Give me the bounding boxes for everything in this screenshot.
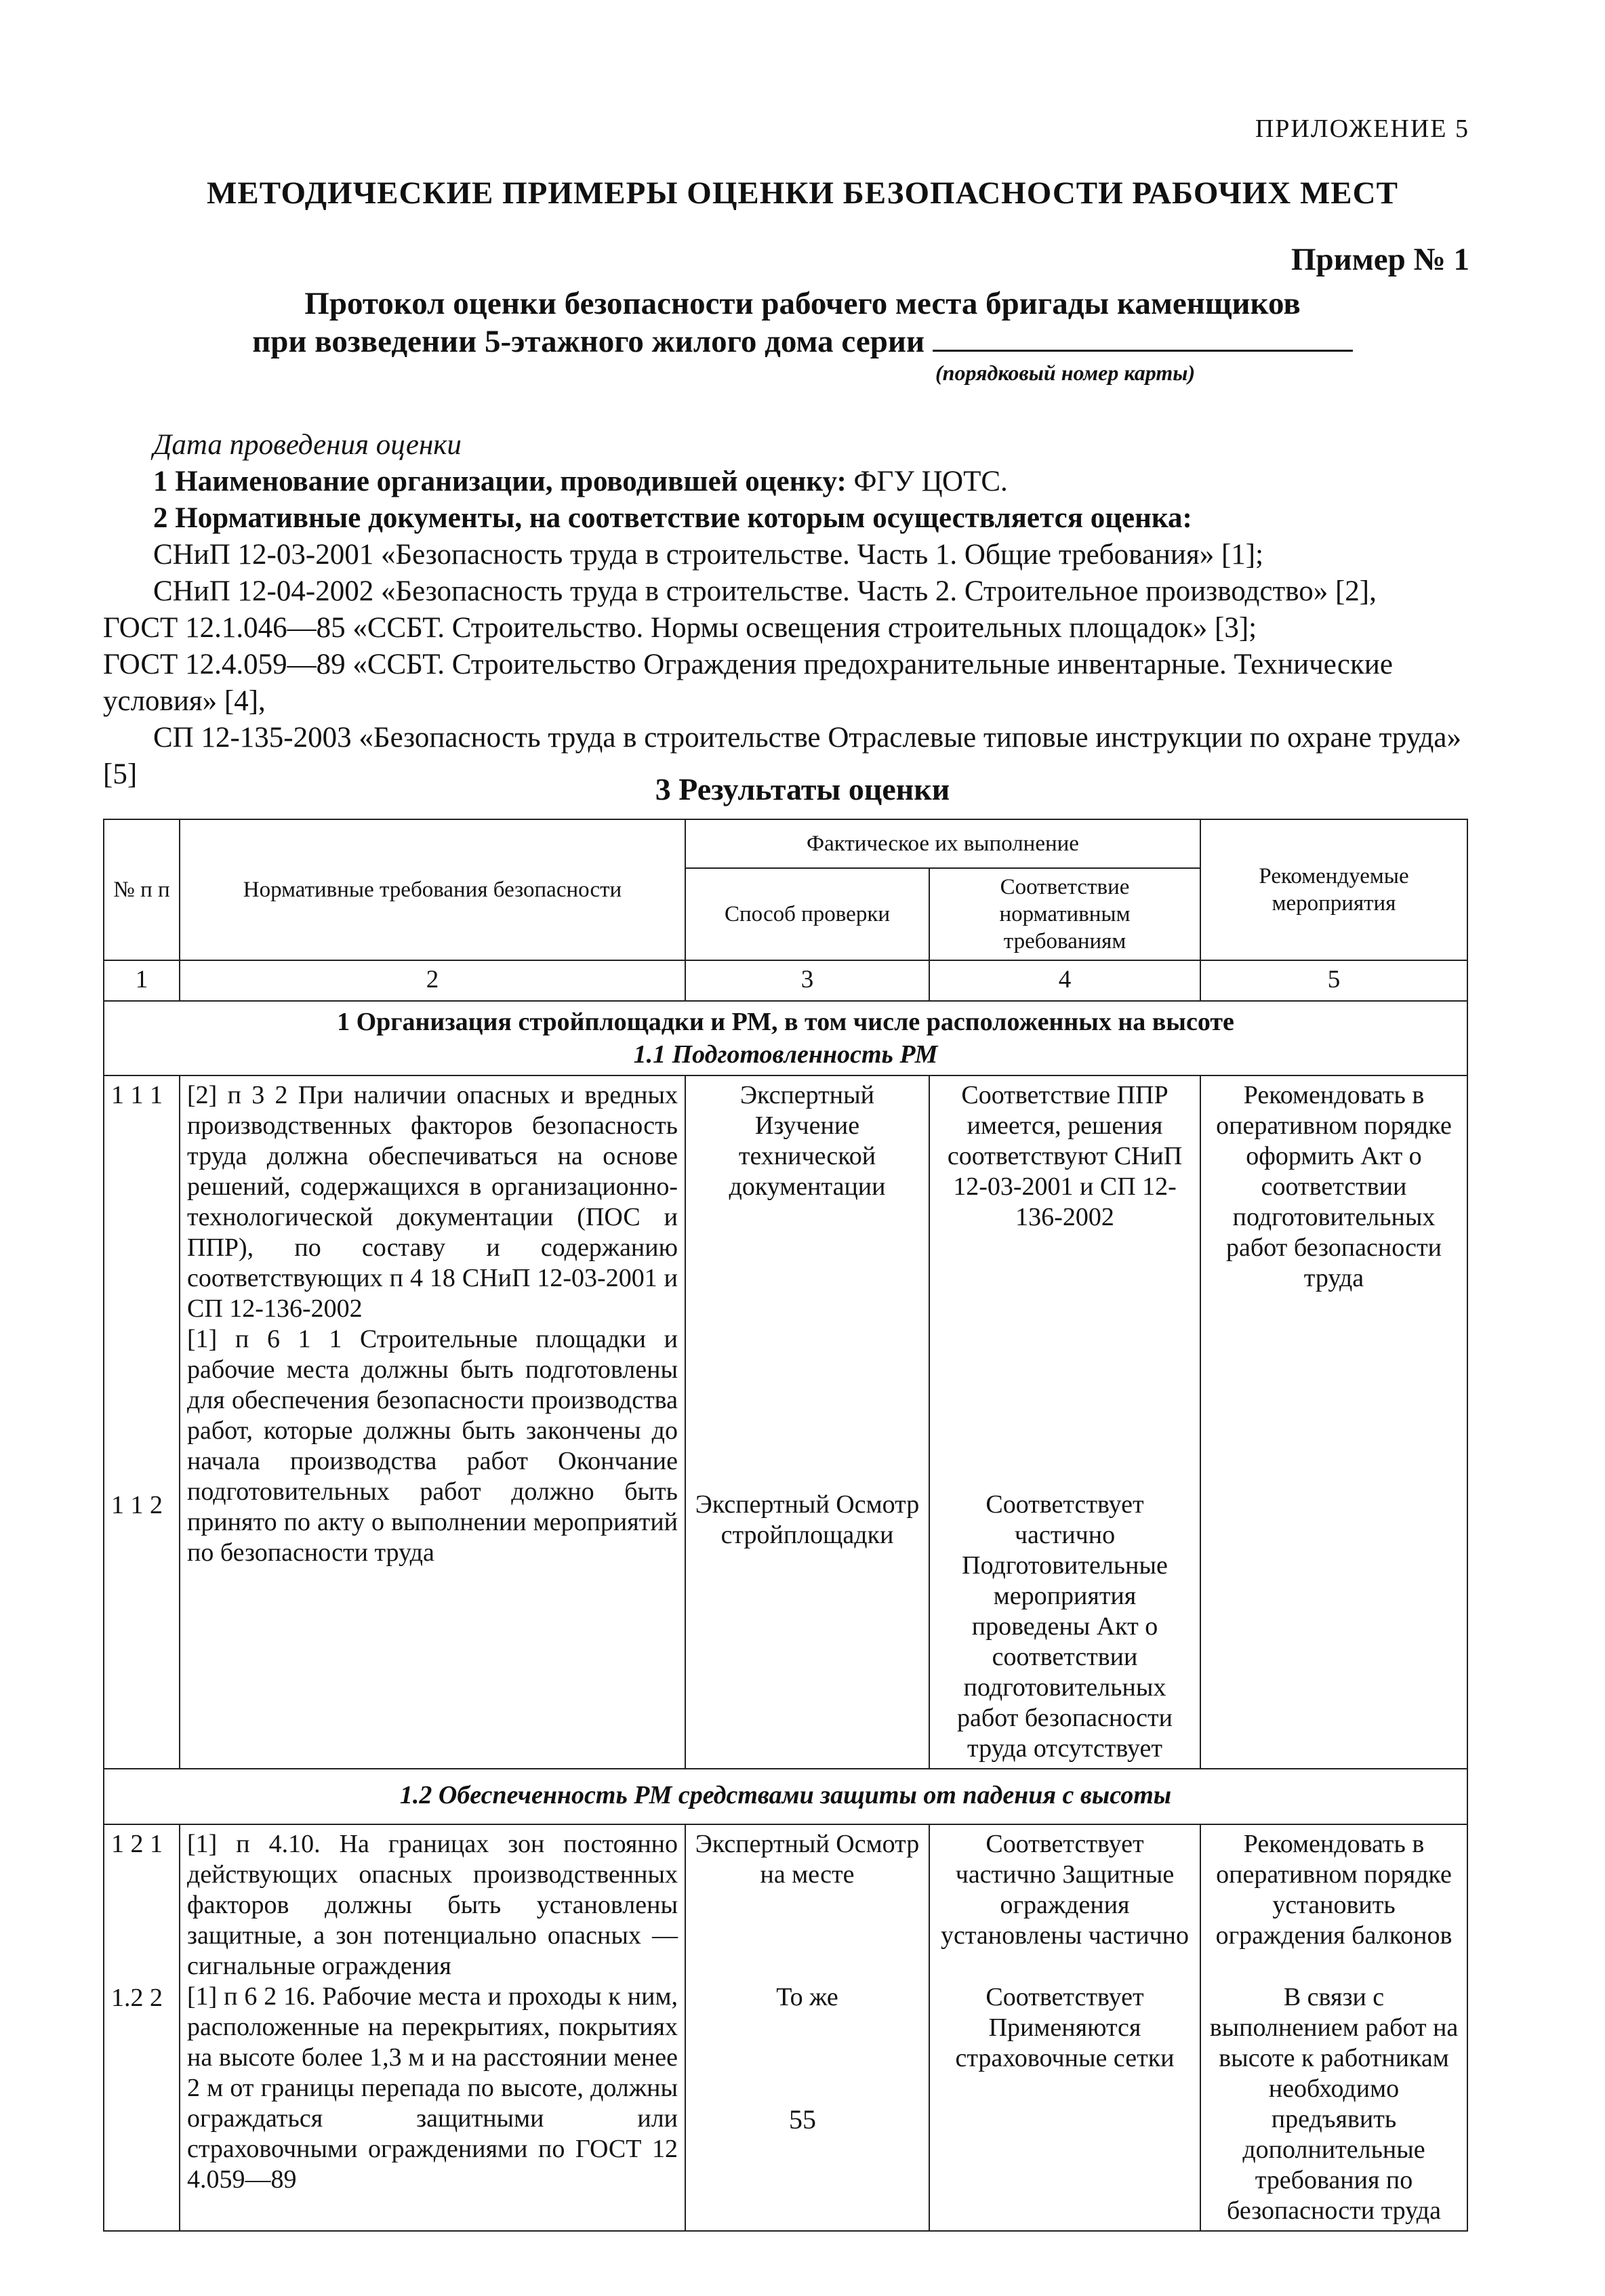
compliance-text: Соответствует частично Защитные ограждения установлены частично — [940, 1830, 1189, 1950]
recommend-text: Рекомендовать в оперативном порядке установить ограждения балконов — [1215, 1830, 1452, 1950]
norm-docs-label-text: 2 Нормативные документы, на соответствие которым осуществляется оценка: — [153, 502, 1192, 534]
method-text: Экспертный Осмотр стройплощадки — [695, 1490, 920, 1549]
method-cell — [685, 1824, 929, 2231]
card-number-note: (порядковый номер карты) — [935, 361, 1196, 385]
spacer — [111, 1111, 172, 1490]
header-recommend: Рекомендуемые мероприятия — [1200, 819, 1467, 960]
compliance-text: Соответствует Применяются страховочные сетки — [955, 1983, 1175, 2072]
requirement-text: [1] п 6 2 16. Рабочие места и проходы к ним, расположенные на перекрытиях, покрытиях на высоте более 1,3 м и на расстоянии менее 2 м от границы перепада по высоте, должны ограждаться защитными или страховочными ограждениями по ГОСТ 12 4.059—89 — [187, 1982, 678, 2194]
results-title: 3 Результаты оценки — [655, 772, 950, 806]
section-row — [104, 1769, 1467, 1824]
method-text: Экспертный Осмотр на месте — [695, 1830, 920, 1889]
method-text: То же — [776, 1983, 838, 2011]
row-num: 1 1 2 — [111, 1491, 163, 1519]
column-number: 4 — [929, 960, 1200, 1001]
row-num: 1 1 1 — [111, 1081, 163, 1109]
header-actual: Фактическое их выполнение — [685, 819, 1200, 868]
protocol-line-2 — [0, 323, 1605, 361]
section-cell — [104, 1001, 1467, 1075]
method-cell — [685, 1075, 929, 1769]
header-compliance: Соответствие нормативным требованиям — [929, 868, 1200, 960]
results-table — [103, 819, 1468, 2232]
organization-label: 1 Наименование организации, проводившей оценку: — [153, 466, 847, 497]
compliance-text: Соответствует частично Подготовительные мероприятия проведены Акт о соответствии подготовительных работ безопасности труда отсутствует — [957, 1490, 1173, 1763]
section-row — [104, 1001, 1467, 1075]
method-text: Экспертный Изучение технической документации — [729, 1081, 886, 1201]
compliance-cell — [929, 1075, 1200, 1769]
table-row — [104, 1075, 1467, 1769]
recommend-cell — [1200, 1824, 1467, 2231]
column-number: 5 — [1200, 960, 1467, 1001]
header-requirements: Нормативные требования безопасности — [180, 819, 685, 960]
protocol-line-1: Протокол оценки безопасности рабочего места бригады каменщиков — [304, 286, 1301, 321]
row-num: 1 2 1 — [111, 1830, 163, 1858]
column-number: 3 — [685, 960, 929, 1001]
header-method: Способ проверки — [685, 868, 929, 960]
organization-value: ФГУ ЦОТС. — [846, 466, 1008, 497]
date-label: Дата проведения оценки — [153, 429, 462, 461]
requirement-text: [2] п 3 2 При наличии опасных и вредных производственных факторов безопасность труда должна обеспечиваться на основе решений, содержащихся в организационно-технологической документации (ПОС и ППР), по составу и содержанию соответствующих п 4 18 СНиП 12-03-2001 и СП 12-136-2002 — [187, 1081, 678, 1323]
norm-docs-label — [103, 500, 1499, 537]
series-blank-line — [933, 324, 1353, 352]
section-title: 1 Организация стройплощадки и РМ, в том числе расположенных на высоте — [337, 1008, 1234, 1036]
row-num-cell — [104, 1824, 180, 2231]
row-num: 1.2 2 — [111, 1984, 163, 2012]
compliance-cell — [929, 1824, 1200, 2231]
requirement-text: [1] п 4.10. На границах зон постоянно действующих опасных производственных факторов должны быть установлены защитные, а зон потенциально опасных — сигнальные ограждения — [187, 1830, 678, 1980]
appendix-label: ПРИЛОЖЕНИЕ 5 — [1255, 115, 1469, 143]
subsection-title: 1.1 Подготовленность РМ — [633, 1040, 938, 1069]
subsection-title: 1.2 Обеспеченность РМ средствами защиты от падения с высоты — [104, 1769, 1467, 1824]
recommend-cell — [1200, 1075, 1467, 1769]
column-number-row — [104, 960, 1467, 1001]
requirements-cell — [180, 1075, 685, 1769]
norm-doc: ГОСТ 12.1.046—85 «ССБТ. Строительство. Нормы освещения строительных площадок» [3]; — [103, 612, 1257, 644]
recommend-text: Рекомендовать в оперативном порядке оформить Акт о соответствии подготовительных работ безопасности труда — [1216, 1081, 1452, 1292]
norm-doc: СП 12-135-2003 «Безопасность труда в строительстве Отраслевые типовые инструкции по охране труда» [5] — [103, 722, 1461, 790]
example-label: Пример № 1 — [1291, 242, 1469, 277]
table-row — [104, 1824, 1467, 2231]
recommend-text: В связи с выполнением работ на высоте к работникам необходимо предъявить дополнительные требования по безопасности труда — [1209, 1983, 1459, 2225]
protocol-body — [103, 427, 1499, 793]
spacer — [111, 1860, 172, 1983]
requirements-cell — [180, 1824, 685, 2231]
page-number: 55 — [789, 2104, 816, 2135]
requirement-text: [1] п 6 1 1 Строительные площадки и рабочие места должны быть подготовлены для обеспечения безопасности производства работ, которые должны быть закончены до начала производства работ Окончание подготовительных работ должно быть принято по акту о выполнении мероприятий по безопасности труда — [187, 1325, 678, 1567]
norm-doc: СНиП 12-04-2002 «Безопасность труда в строительстве. Часть 2. Строительное производство» [2], — [153, 575, 1377, 607]
column-number: 2 — [180, 960, 685, 1001]
protocol-title — [0, 285, 1605, 361]
document-title: МЕТОДИЧЕСКИЕ ПРИМЕРЫ ОЦЕНКИ БЕЗОПАСНОСТИ РАБОЧИХ МЕСТ — [207, 176, 1398, 211]
protocol-line-2-text: при возведении 5-этажного жилого дома серии — [252, 324, 925, 359]
compliance-text: Соответствие ППР имеется, решения соответствуют СНиП 12-03-2001 и СП 12-136-2002 — [947, 1081, 1183, 1231]
norm-doc: ГОСТ 12.4.059—89 «ССБТ. Строительство Ограждения предохранительные инвентарные. Технические условия» [4], — [103, 649, 1394, 717]
norm-doc: СНиП 12-03-2001 «Безопасность труда в строительстве. Часть 1. Общие требования» [1]; — [153, 539, 1264, 571]
organization-line — [103, 464, 1499, 500]
column-number: 1 — [104, 960, 180, 1001]
row-num-cell — [104, 1075, 180, 1769]
table-header-row — [104, 819, 1467, 868]
header-num: № п п — [104, 819, 180, 960]
